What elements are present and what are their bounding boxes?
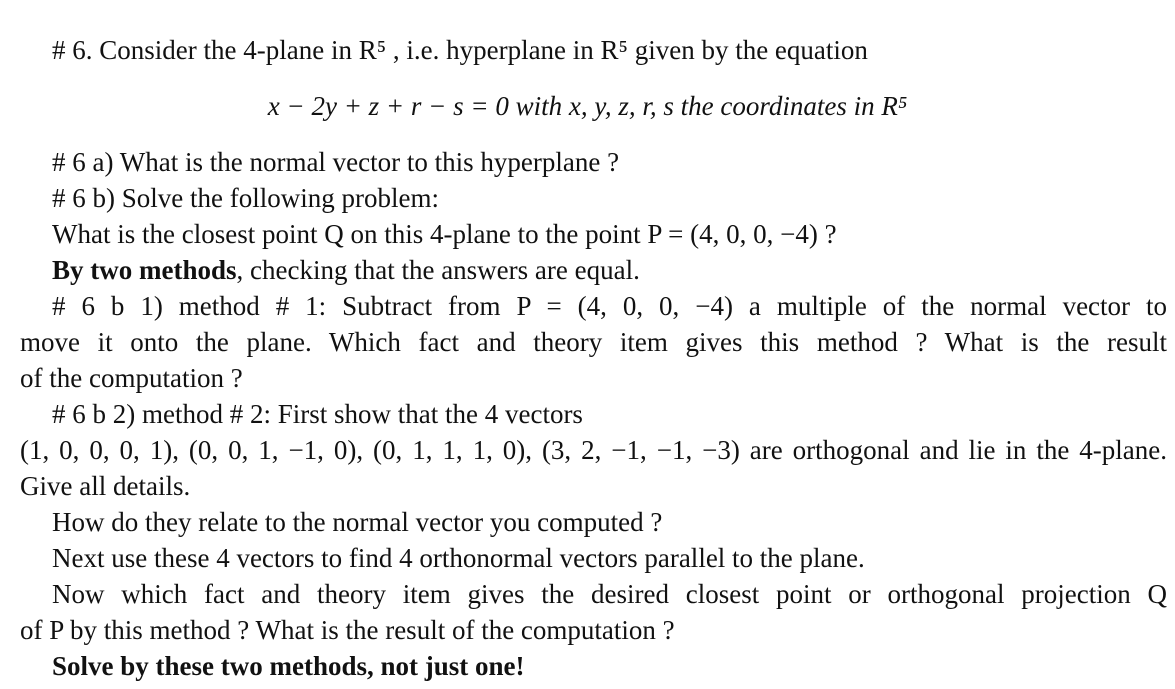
- method-2-heading: # 6 b 2) method # 2: First show that the 4 vectors: [52, 399, 583, 429]
- method-1-line-3: of the computation ?: [20, 363, 243, 393]
- problem-heading: # 6. Consider the 4-plane in R⁵ , i.e. hyperplane in R⁵ given by the equation: [52, 35, 868, 65]
- projection-question-line-2: of P by this method ? What is the result of the computation ?: [20, 615, 675, 645]
- vectors-list: (1, 0, 0, 0, 1), (0, 0, 1, −1, 0), (0, 1, 1, 1, 0), (3, 2, −1, −1, −3) are orthogonal and lie in the 4-plane.: [20, 435, 1167, 465]
- hyperplane-equation: x − 2y + z + r − s = 0 with x, y, z, r, s the coordinates in R⁵: [267, 91, 908, 121]
- method-1-line-2: move it onto the plane. Which fact and theory item gives this method ? What is the result: [20, 327, 1167, 357]
- two-methods-line: [52, 252, 640, 288]
- part-a-question: # 6 a) What is the normal vector to this hyperplane ?: [52, 147, 620, 177]
- orthonormal-instruction: Next use these 4 vectors to find 4 orthonormal vectors parallel to the plane.: [52, 543, 865, 573]
- method-1-line-1: # 6 b 1) method # 1: Subtract from P = (4, 0, 0, −4) a multiple of the normal vector to: [52, 291, 1167, 321]
- part-b-question: What is the closest point Q on this 4-plane to the point P = (4, 0, 0, −4) ?: [52, 219, 837, 249]
- part-b-heading: # 6 b) Solve the following problem:: [52, 183, 439, 213]
- projection-question-line-1: Now which fact and theory item gives the desired closest point or orthogonal projection Q: [52, 579, 1167, 609]
- two-methods-rest: , checking that the answers are equal.: [236, 255, 640, 285]
- two-methods-emphasis: By two methods: [52, 255, 237, 285]
- give-details: Give all details.: [20, 471, 191, 501]
- final-instruction: Solve by these two methods, not just one!: [52, 651, 525, 681]
- relate-question: How do they relate to the normal vector you computed ?: [52, 507, 663, 537]
